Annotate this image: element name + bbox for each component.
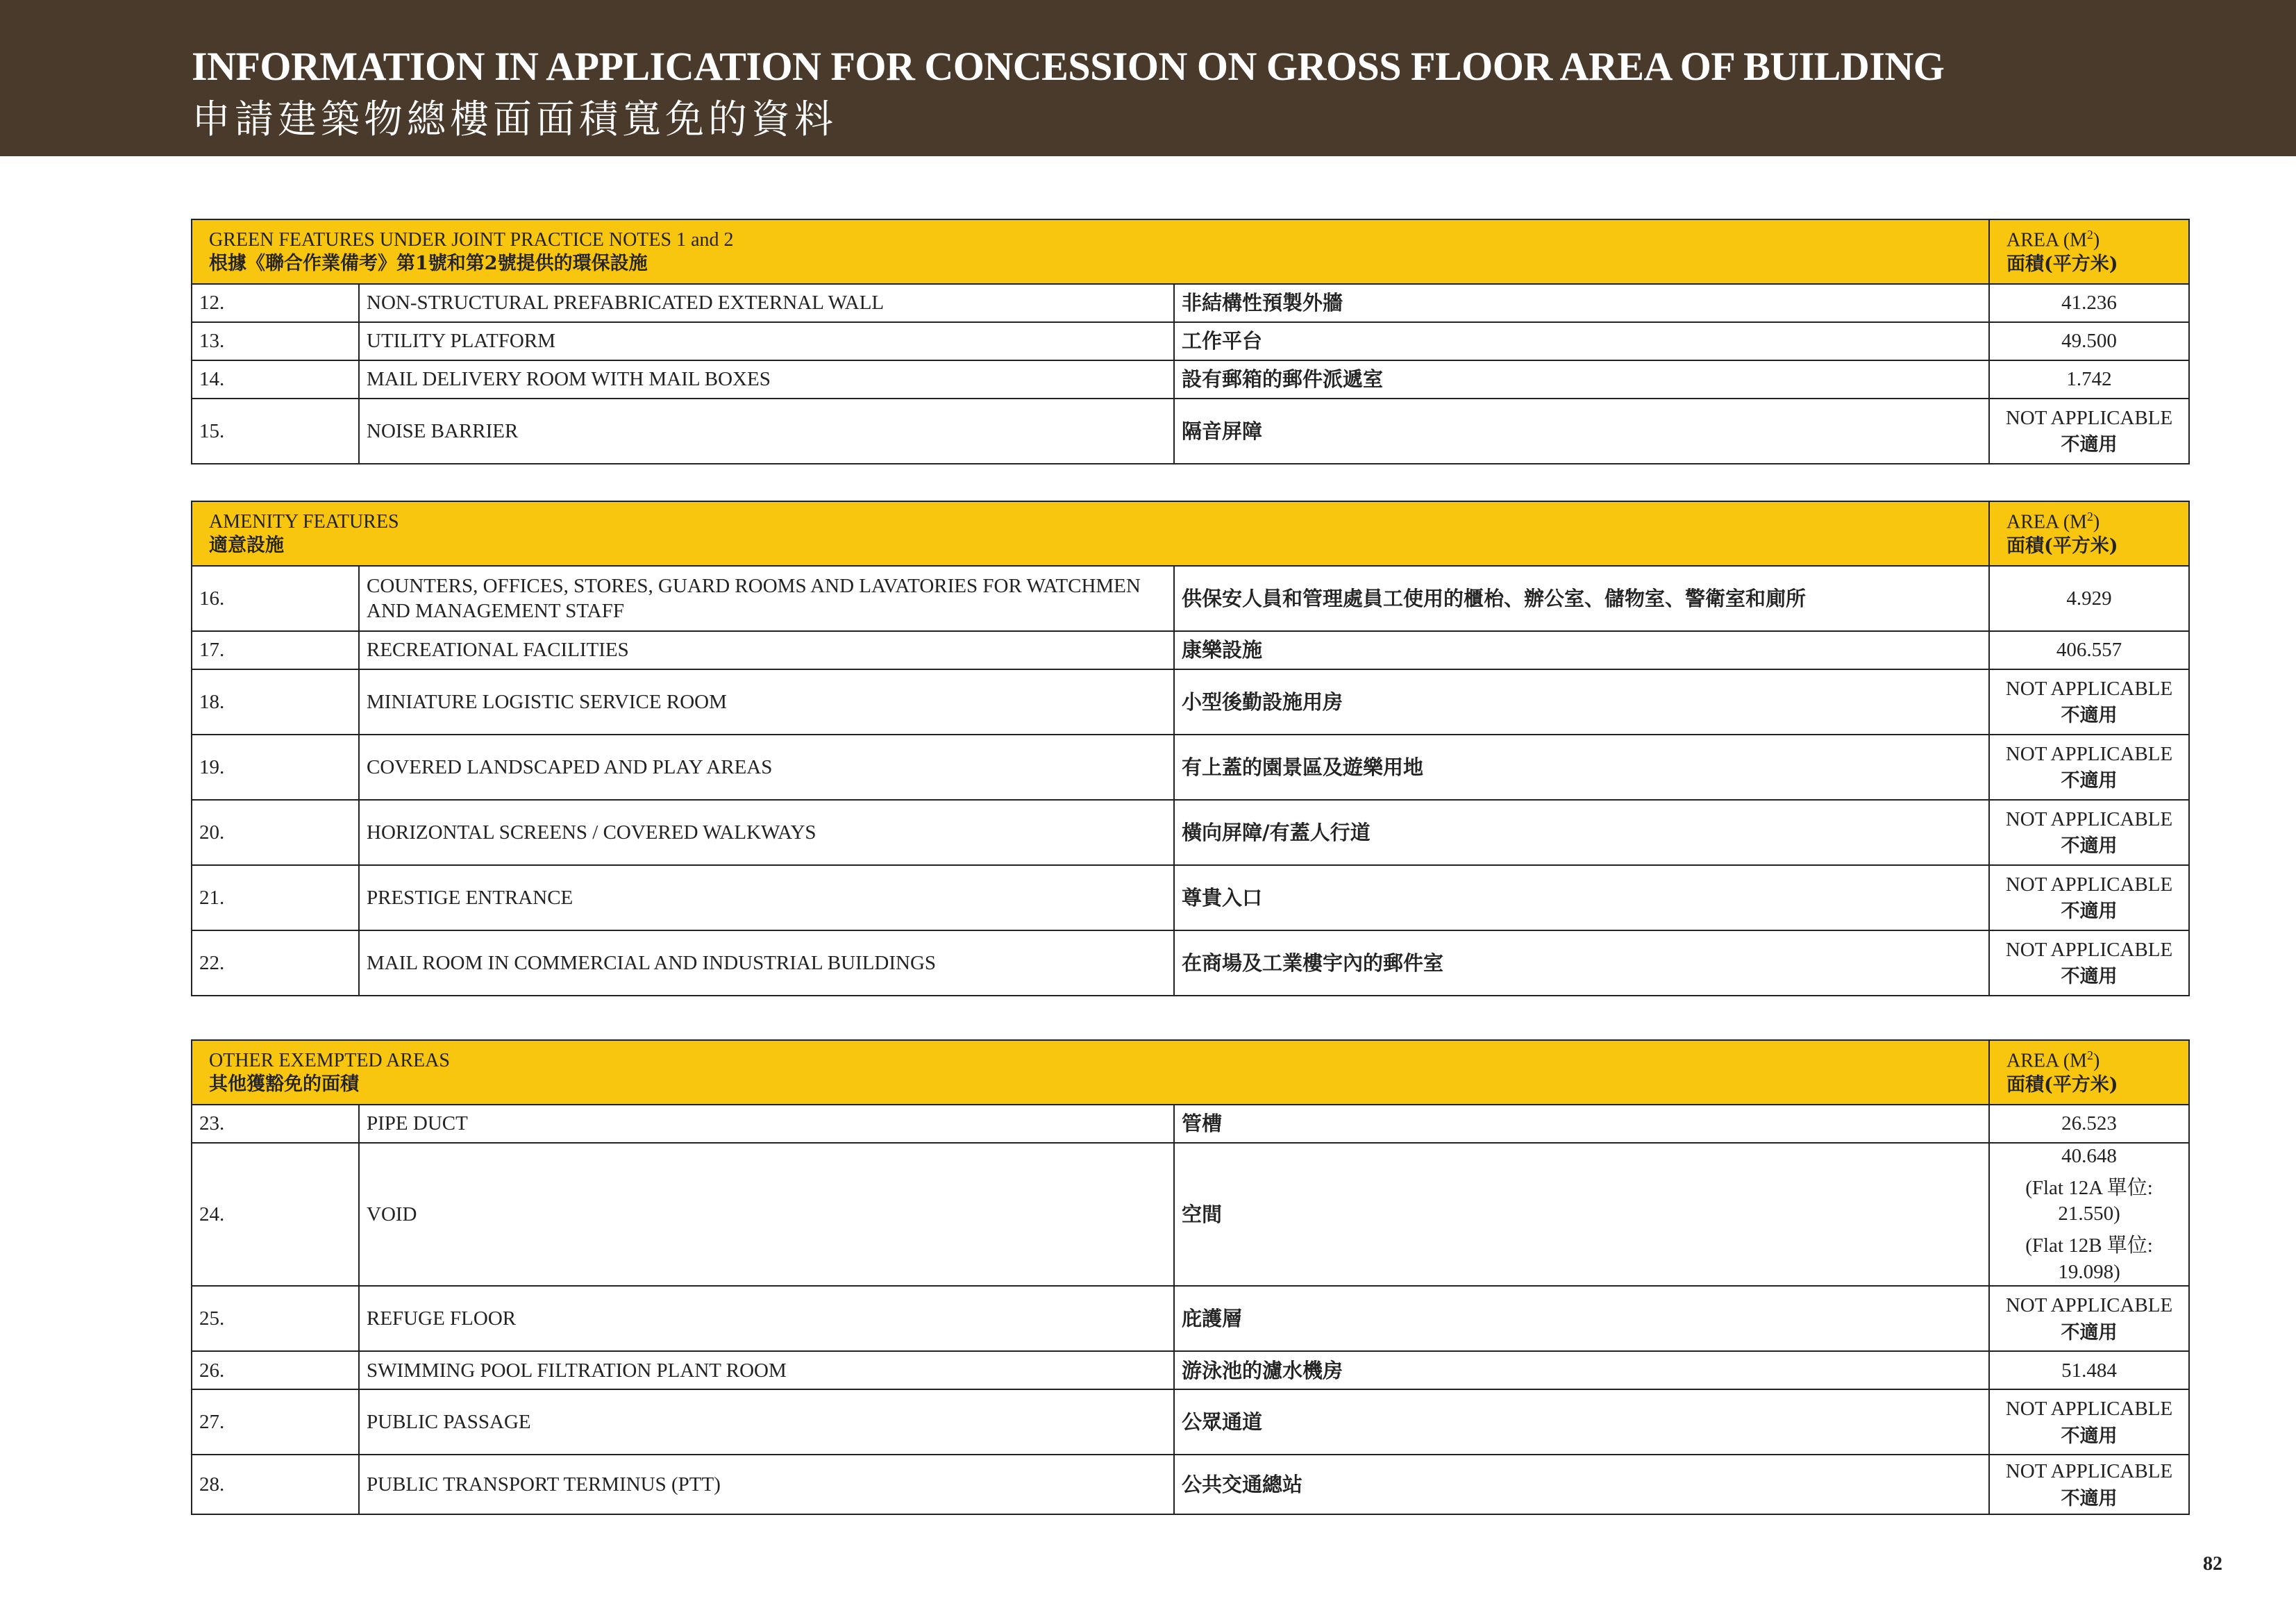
area-not-applicable-zh: 不適用: [2061, 1425, 2118, 1447]
table-row: [192, 360, 2189, 399]
section-title-en: AMENITY FEATURES: [209, 511, 399, 533]
flat-12b-label: (Flat 12B 單位:: [2025, 1234, 2153, 1257]
title-banner: [0, 0, 2296, 156]
item-area: 1.742: [1989, 360, 2189, 399]
area-not-applicable-en: NOT APPLICABLE: [2005, 1294, 2173, 1317]
area-not-applicable-en: NOT APPLICABLE: [2005, 1460, 2173, 1483]
item-name-en: NON-STRUCTURAL PREFABRICATED EXTERNAL WALL: [359, 284, 1174, 322]
area-not-applicable-zh: 不適用: [2061, 1321, 2118, 1343]
item-name-en: MAIL ROOM IN COMMERCIAL AND INDUSTRIAL BUILDINGS: [359, 930, 1174, 996]
area-not-applicable-en: NOT APPLICABLE: [2005, 1398, 2173, 1421]
item-name-en: COUNTERS, OFFICES, STORES, GUARD ROOMS AND LAVATORIES FOR WATCHMEN AND MANAGEMENT STAFF: [359, 566, 1174, 631]
area-header-en: AREA $(M^2)$: [2006, 1048, 2100, 1072]
table-row: [192, 669, 2189, 735]
section-title-cell: [192, 1040, 1989, 1105]
green-features-table: [191, 219, 2190, 464]
area-header-zh: 面積(平方米): [2006, 535, 2118, 557]
table-row: [192, 399, 2189, 464]
section-title-zh: 適意設施: [209, 535, 284, 557]
item-number: 25.: [192, 1286, 359, 1351]
section-header: [192, 501, 2189, 566]
item-name-zh: 公眾通道: [1174, 1389, 1989, 1455]
item-number: 14.: [192, 360, 359, 399]
table-row: [192, 1455, 2189, 1514]
table-row: [192, 735, 2189, 800]
item-name-zh: 管槽: [1174, 1105, 1989, 1143]
section-header: [192, 1040, 2189, 1105]
item-area: 49.500: [1989, 322, 2189, 360]
table-row: [192, 865, 2189, 930]
table-row: [192, 1143, 2189, 1286]
item-number: 28.: [192, 1455, 359, 1514]
item-number: 15.: [192, 399, 359, 464]
section-title-cell: [192, 219, 1989, 284]
item-number: 19.: [192, 735, 359, 800]
area-header-en: AREA $(M^2)$: [2006, 228, 2100, 251]
table-row: [192, 800, 2189, 865]
section-title-cell: [192, 501, 1989, 566]
item-name-en: RECREATIONAL FACILITIES: [359, 631, 1174, 669]
item-area: [1989, 1286, 2189, 1351]
area-not-applicable-en: NOT APPLICABLE: [2005, 807, 2173, 830]
table-row: [192, 1105, 2189, 1143]
area-not-applicable-en: NOT APPLICABLE: [2005, 406, 2173, 429]
item-area: 51.484: [1989, 1351, 2189, 1389]
item-number: 23.: [192, 1105, 359, 1143]
table-row: [192, 1389, 2189, 1455]
item-name-en: VOID: [359, 1143, 1174, 1286]
page-title-zh: 申請建築物總樓面面積寬免的資料: [192, 97, 837, 142]
item-number: 13.: [192, 322, 359, 360]
area-header-cell: [1989, 219, 2189, 284]
item-name-zh: 工作平台: [1174, 322, 1989, 360]
table-row: [192, 284, 2189, 322]
section-title-en: OTHER EXEMPTED AREAS: [209, 1050, 450, 1072]
item-area: [1989, 865, 2189, 930]
item-name-en: NOISE BARRIER: [359, 399, 1174, 464]
area-not-applicable-zh: 不適用: [2061, 966, 2118, 988]
item-name-zh: 公共交通總站: [1174, 1455, 1989, 1514]
table-row: [192, 322, 2189, 360]
item-name-en: REFUGE FLOOR: [359, 1286, 1174, 1351]
item-name-en: MINIATURE LOGISTIC SERVICE ROOM: [359, 669, 1174, 735]
item-name-zh: 設有郵箱的郵件派遞室: [1174, 360, 1989, 399]
item-number: 24.: [192, 1143, 359, 1286]
item-name-zh: 小型後勤設施用房: [1174, 669, 1989, 735]
table-row: [192, 1351, 2189, 1389]
item-number: 18.: [192, 669, 359, 735]
area-header-cell: [1989, 501, 2189, 566]
item-area: [1989, 800, 2189, 865]
item-name-zh: 康樂設施: [1174, 631, 1989, 669]
area-not-applicable-zh: 不適用: [2061, 1487, 2118, 1509]
item-area: [1989, 735, 2189, 800]
area-not-applicable-en: NOT APPLICABLE: [2005, 677, 2173, 700]
item-number: 21.: [192, 865, 359, 930]
item-name-zh: 尊貴入口: [1174, 865, 1989, 930]
item-area: 406.557: [1989, 631, 2189, 669]
item-name-en: SWIMMING POOL FILTRATION PLANT ROOM: [359, 1351, 1174, 1389]
item-number: 17.: [192, 631, 359, 669]
area-not-applicable-en: NOT APPLICABLE: [2005, 938, 2173, 961]
item-name-zh: 空間: [1174, 1143, 1989, 1286]
item-area: 4.929: [1989, 566, 2189, 631]
section-title-zh: 根據《聯合作業備考》第1號和第2號提供的環保設施: [209, 253, 648, 275]
item-name-zh: 庇護層: [1174, 1286, 1989, 1351]
table-row: [192, 1286, 2189, 1351]
item-name-zh: 橫向屏障/有蓋人行道: [1174, 800, 1989, 865]
area-not-applicable-en: NOT APPLICABLE: [2005, 873, 2173, 896]
page-number: 82: [2203, 1553, 2222, 1575]
item-name-en: UTILITY PLATFORM: [359, 322, 1174, 360]
item-number: 22.: [192, 930, 359, 996]
item-name-en: PUBLIC TRANSPORT TERMINUS (PTT): [359, 1455, 1174, 1514]
table-row: [192, 631, 2189, 669]
flat-12a-value: 21.550): [2058, 1203, 2120, 1225]
item-name-zh: 在商場及工業樓宇內的郵件室: [1174, 930, 1989, 996]
item-number: 16.: [192, 566, 359, 631]
item-area: [1989, 399, 2189, 464]
section-header: [192, 219, 2189, 284]
item-area: [1989, 1389, 2189, 1455]
item-number: 27.: [192, 1389, 359, 1455]
item-area: [1989, 1143, 2189, 1286]
area-total: 40.648: [2061, 1145, 2117, 1167]
table-row: [192, 566, 2189, 631]
area-not-applicable-en: NOT APPLICABLE: [2005, 742, 2173, 765]
area-not-applicable-zh: 不適用: [2061, 770, 2118, 792]
item-name-en: PIPE DUCT: [359, 1105, 1174, 1143]
item-name-en: HORIZONTAL SCREENS / COVERED WALKWAYS: [359, 800, 1174, 865]
item-name-en: PRESTIGE ENTRANCE: [359, 865, 1174, 930]
item-name-zh: 隔音屏障: [1174, 399, 1989, 464]
item-name-zh: 有上蓋的園景區及遊樂用地: [1174, 735, 1989, 800]
area-header-zh: 面積(平方米): [2006, 253, 2118, 275]
flat-12b-value: 19.098): [2058, 1260, 2120, 1283]
area-header-en: AREA $(M^2)$: [2006, 510, 2100, 533]
flat-12a-label: (Flat 12A 單位:: [2025, 1176, 2153, 1199]
item-name-en: COVERED LANDSCAPED AND PLAY AREAS: [359, 735, 1174, 800]
area-header-zh: 面積(平方米): [2006, 1073, 2118, 1096]
area-not-applicable-zh: 不適用: [2061, 434, 2118, 456]
table-row: [192, 930, 2189, 996]
area-not-applicable-zh: 不適用: [2061, 705, 2118, 727]
item-area: [1989, 669, 2189, 735]
item-name-en: MAIL DELIVERY ROOM WITH MAIL BOXES: [359, 360, 1174, 399]
item-area: 26.523: [1989, 1105, 2189, 1143]
item-name-zh: 非結構性預製外牆: [1174, 284, 1989, 322]
item-number: 26.: [192, 1351, 359, 1389]
item-number: 12.: [192, 284, 359, 322]
item-name-zh: 游泳池的濾水機房: [1174, 1351, 1989, 1389]
item-name-zh: 供保安人員和管理處員工使用的櫃枱、辦公室、儲物室、警衛室和廁所: [1174, 566, 1989, 631]
item-area: 41.236: [1989, 284, 2189, 322]
item-area: [1989, 1455, 2189, 1514]
area-header-cell: [1989, 1040, 2189, 1105]
item-number: 20.: [192, 800, 359, 865]
section-title-en: GREEN FEATURES UNDER JOINT PRACTICE NOTES 1 and 2: [209, 229, 734, 251]
other-exempted-areas-table: [191, 1039, 2190, 1515]
section-title-zh: 其他獲豁免的面積: [209, 1073, 359, 1096]
area-not-applicable-zh: 不適用: [2061, 835, 2118, 857]
item-area: [1989, 930, 2189, 996]
area-not-applicable-zh: 不適用: [2061, 901, 2118, 923]
page-title-en: INFORMATION IN APPLICATION FOR CONCESSION ON GROSS FLOOR AREA OF BUILDING: [192, 44, 1945, 89]
item-name-en: PUBLIC PASSAGE: [359, 1389, 1174, 1455]
amenity-features-table: [191, 501, 2190, 996]
